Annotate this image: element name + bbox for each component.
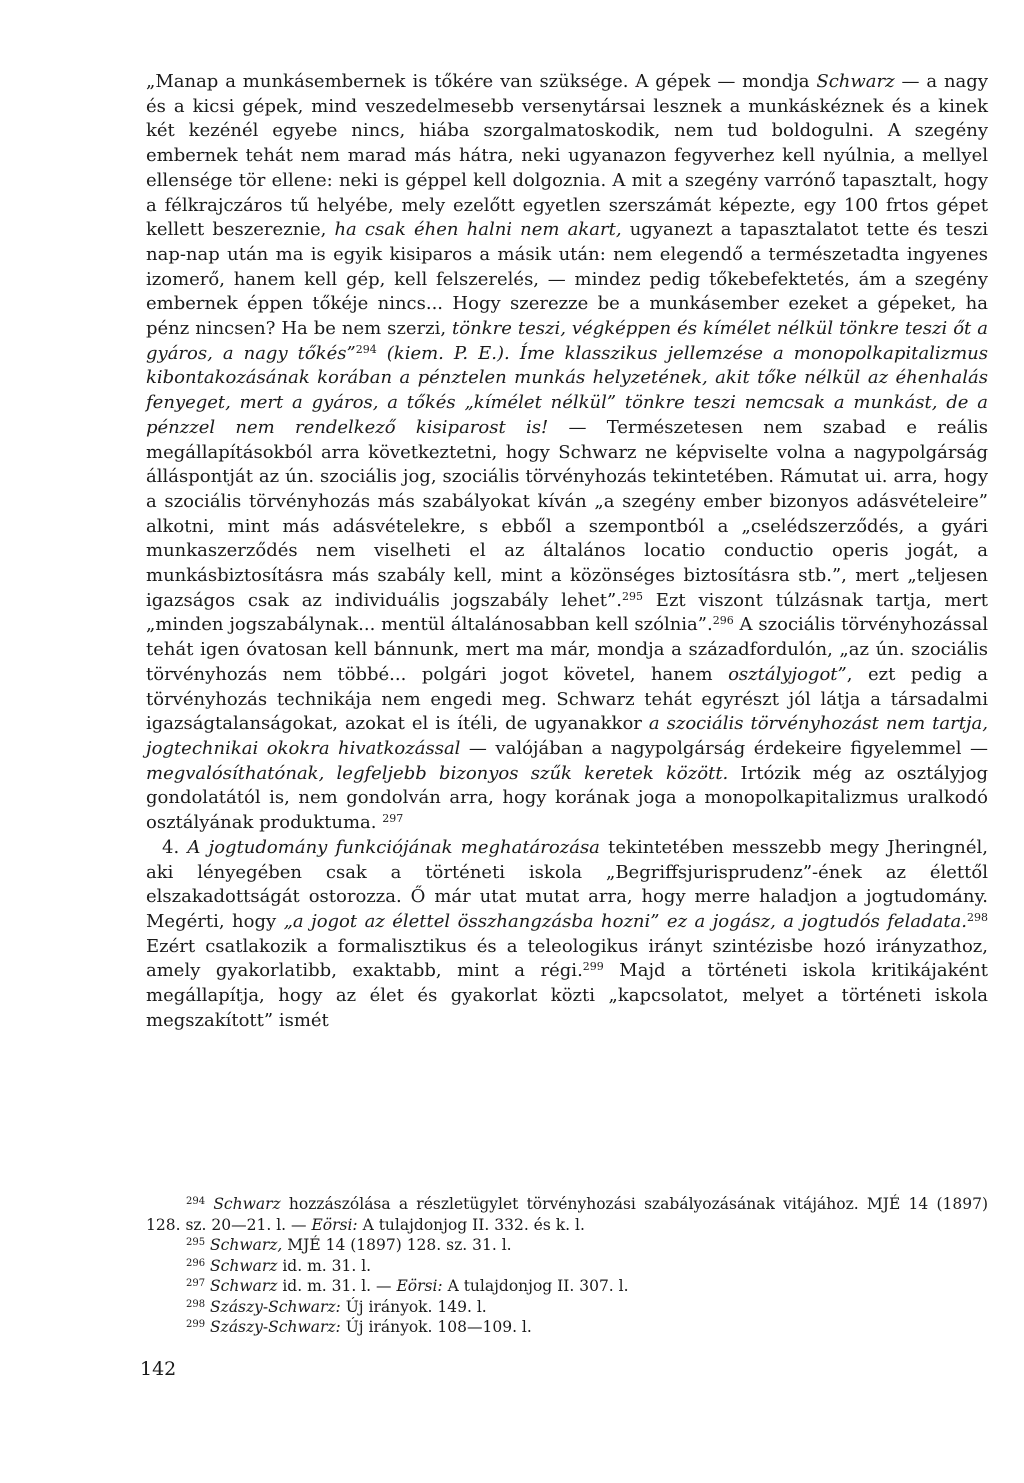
footnote-ref: 299	[582, 960, 604, 974]
text-run: tekintetében messzebb megy Jheringnél, aki lényegében csak a történeti iskola „Begriffsjurisprudenz”-ének az élettől elszakadottságát ostorozza. Ő már utat mutat arra, hogy merre haladjon a jogtudomány. Megérti, hogy	[146, 836, 988, 932]
footnotes	[146, 1194, 988, 1338]
text-run: id. m. 31. l.	[277, 1256, 372, 1275]
text-run: id. m. 31. l. —	[277, 1277, 397, 1295]
text-run: 4.	[162, 836, 188, 858]
italic-text: Schwarz,	[210, 1236, 283, 1254]
italic-text: ha csak éhen halni nem akart,	[334, 219, 622, 241]
footnote-ref: 298	[967, 910, 989, 924]
text-run: Irtózik még az osztályjog gondolatától is, nem gondolván arra, hogy korának joga a monopolkapitalizmus uralkodó osztályának produktuma.	[146, 762, 988, 834]
page-number: 142	[140, 1358, 177, 1380]
text-run: Új irányok. 149. l.	[340, 1297, 487, 1316]
footnote-number: 297	[186, 1278, 206, 1289]
text-run: Ezt viszont túlzásnak tartja, mert „minden jogszabálynak... mentül általánosabban kell szólnia”.	[146, 589, 988, 636]
footnote-ref: 296	[712, 614, 734, 628]
text-run: ugyanezt a tapasztalatot tette és teszi nap-nap után ma is egyik kisiparos a másik után: nem elegendő a természetadta ingyenes izomerő, hanem kell gép, kell felszerelés, — mindez pedig tőkebefektetés, ám a szegény embernek éppen tőkéje nincs... Hogy szerezze be a munkásember ezeket a gépeket, ha pénz nincsen? Ha be nem szerzi,	[146, 219, 988, 340]
italic-text: tönkre teszi, végképpen és kímélet nélkül tönkre teszi őt a gyáros, a nagy tőkés”	[146, 318, 988, 364]
text-run: A tulajdonjog II. 332. és k. l.	[357, 1215, 585, 1234]
italic-text: „a jogot az élettel összhangzásba hozni” ez a jogász, a jogtudós feladata.	[283, 910, 968, 932]
italic-text: A jogtudomány funkciójának meghatározása	[187, 836, 600, 858]
italic-text: Szászy-Schwarz:	[210, 1318, 341, 1336]
text-run: , ezt pedig a törvényhozás technikája nem engedi meg. Schwarz tehát egyrészt jól látja a társadalmi igazságtalanságokat, azokat el is ítéli, de ugyanakkor	[146, 663, 988, 735]
footnote	[146, 1194, 988, 1235]
footnote	[146, 1317, 988, 1338]
footnote	[146, 1235, 988, 1256]
italic-text: a szociális törvényhozást nem tartja, jogtechnikai okokra hivatkozással	[146, 713, 988, 759]
text-run: — Természetesen nem szabad e reális megállapításokból arra következtetni, hogy Schwarz ne képviselte volna a nagypolgárság álláspontját az ún. szociális jog, szociális törvényhozás tekintetében. Rámutat ui. arra, hogy a szociális törvényhozás más szabályokat kíván „a szegény ember bizonyos adásvételeire” alkotni, mint más adásvételekre, s ebből a szempontból a „cselédszerződés, a gyári munkaszerződés nem viselheti el az általános locatio conductio operis jogát, a munkásbiztosításra más szabály kell, mint a közönséges biztosításra stb.”, mert „teljesen igazságos csak az individuális jogszabály lehet”.	[146, 416, 989, 611]
italic-text: Schwarz	[210, 1256, 278, 1275]
footnote-ref: 294	[355, 342, 377, 356]
text-run: hozzászólása a részletügylet törvényhozási szabályozásának vitájához. MJÉ 14 (1897) 128. sz. 20—21. l. —	[146, 1195, 988, 1234]
text-run: — a nagy és a kicsi gépek, mind veszedelmesebb versenytársai lesznek a munkáskéznek és a kinek két kezénél egyebe nincs, hiába szorgalmatoskodik, nem tud boldogulni. A szegény embernek tehát nem marad más hátra, neki ugyanazon fegyverhez kell nyúlnia, a mellyel ellensége tör ellene: neki is géppel kell dolgoznia. A mit a szegény varrónő tapasztalt, hogy a félkrajczáros tű helyébe, mely ezelőtt egyetlen szerszámát képezte, egy 100 frtos gépet kellett beszereznie,	[146, 71, 988, 241]
italic-text: megvalósíthatónak, legfeljebb bizonyos szűk keretek között.	[146, 762, 729, 784]
footnote	[146, 1256, 988, 1277]
footnote-number: 295	[186, 1237, 206, 1248]
text-run: Új irányok. 108—109. l.	[340, 1318, 532, 1336]
main-text	[146, 70, 988, 1033]
footnote	[146, 1297, 988, 1318]
italic-text: Szászy-Schwarz:	[210, 1297, 341, 1316]
text-run: A szociális törvényhozással tehát igen óvatosan kell bánnunk, mert ma már, mondja a századfordulón, „az ún. szociális törvényhozás nem többé... polgári jogot követel, hanem	[146, 614, 988, 685]
footnote	[146, 1276, 988, 1297]
footnote-ref: 295	[621, 589, 643, 603]
text-run: „Manap a munkásembernek is tőkére van szüksége. A gépek — mondja	[146, 71, 817, 92]
paragraph-1	[146, 70, 988, 836]
footnote-number: 299	[186, 1319, 206, 1330]
footnote-number: 296	[186, 1257, 206, 1269]
italic-text: osztályjogot”	[728, 663, 847, 685]
footnote-ref: 297	[382, 812, 404, 826]
paragraph-2	[146, 836, 988, 1034]
italic-text: Eörsi:	[396, 1277, 443, 1295]
text-run: MJÉ 14 (1897) 128. sz. 31. l.	[282, 1236, 512, 1254]
text-run: A tulajdonjog II. 307. l.	[442, 1277, 629, 1295]
italic-text: Schwarz	[210, 1277, 278, 1295]
footnote-number: 298	[186, 1298, 206, 1310]
text-run: — valójában a nagypolgárság érdekeire figyelemmel —	[460, 737, 989, 759]
text-run: Ezért csatlakozik a formalisztikus és a teleologikus irányt szintézisbe hozó irányzathoz, amely gyakorlatibb, exaktabb, mint a régi.	[146, 935, 988, 982]
italic-text: (kiem. P. E.). Íme klasszikus jellemzése a monopolkapitalizmus kibontakozásának korában a pénztelen munkás helyzetének, akit tőke nélkül az éhenhalás fenyeget, mert a gyáros, a tőkés „kímélet nélkül” tönkre teszi nemcsak a munkást, de a pénzzel nem rendelkező kisiparost is!	[146, 342, 989, 438]
italic-text: Eörsi:	[311, 1215, 358, 1234]
footnote-number: 294	[186, 1196, 206, 1207]
italic-text: Schwarz	[816, 71, 895, 92]
italic-text: Schwarz	[213, 1195, 281, 1213]
text-run: Majd a történeti iskola kritikájaként megállapítja, hogy az élet és gyakorlat közti „kapcsolatot, melyet a történeti iskola megszakított” ismét	[146, 960, 988, 1031]
